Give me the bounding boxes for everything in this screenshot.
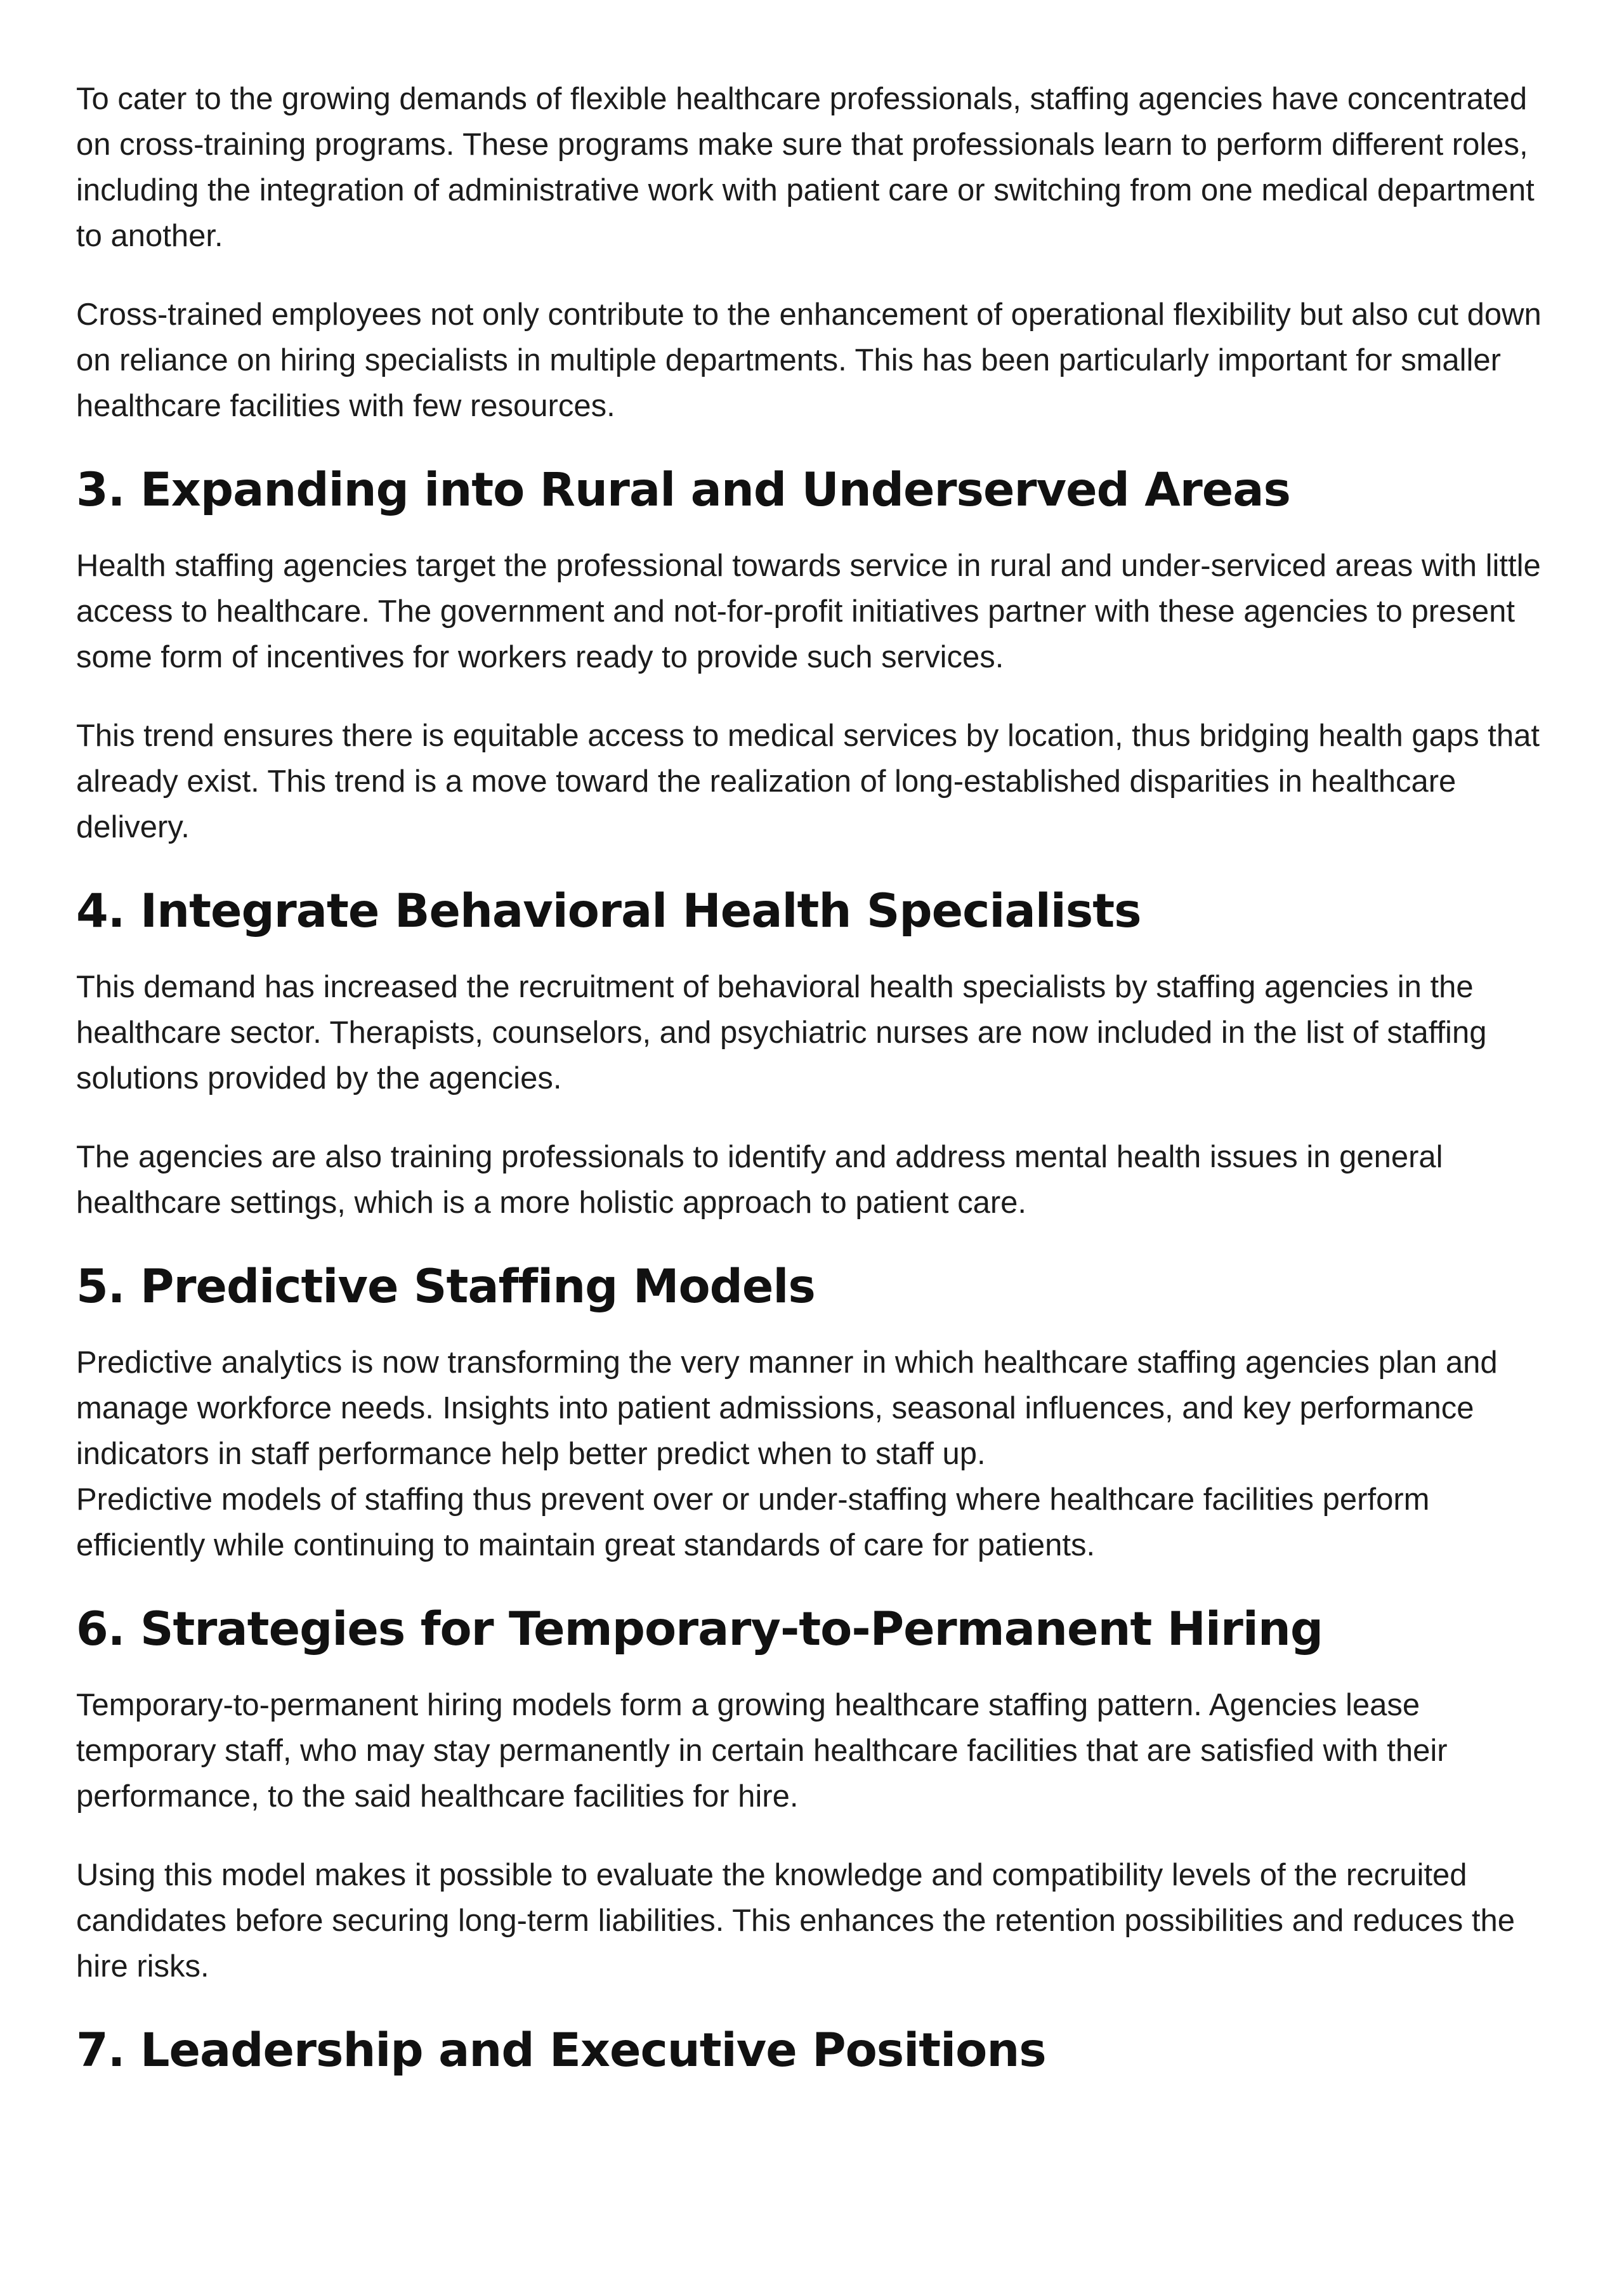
paragraph-predictive-2: Predictive models of staffing thus prevent over or under-staffing where healthcare facilities perform efficiently while continuing to maintain great standards of care for patients.: [76, 1482, 1430, 1562]
paragraph-behavioral-1: This demand has increased the recruitment of behavioral health specialists by staffing agencies in the healthcare sector. Therapists, counselors, and psychiatric nurses are now included in the list of staffing solutions provided by the agencies.: [76, 970, 1487, 1095]
section-heading-leadership: 7. Leadership and Executive Positions: [76, 2024, 1046, 2077]
document-page: [76, 76, 1567, 2103]
paragraph-temp-to-perm-1: Temporary-to-permanent hiring models form a growing healthcare staffing pattern. Agencies lease temporary staff, who may stay permanently in certain healthcare facilities that are satisfied with their performance, to the said healthcare facilities for hire.: [76, 1688, 1448, 1814]
paragraph-rural-2: This trend ensures there is equitable access to medical services by location, thus bridging health gaps that already exist. This trend is a move toward the realization of long-established disparities in healthcare delivery.: [76, 719, 1540, 844]
section-heading-rural-areas: 3. Expanding into Rural and Underserved Areas: [76, 463, 1290, 517]
paragraph-predictive-1: Predictive analytics is now transforming the very manner in which healthcare staffing agencies plan and manage workforce needs. Insights into patient admissions, seasonal influences, and key performance indicators in staff performance help better predict when to staff up.: [76, 1345, 1498, 1471]
paragraph-behavioral-2: The agencies are also training professionals to identify and address mental health issues in general healthcare settings, which is a more holistic approach to patient care.: [76, 1140, 1443, 1220]
section-heading-behavioral-health: 4. Integrate Behavioral Health Specialists: [76, 884, 1141, 938]
paragraph-cross-training: To cater to the growing demands of flexible healthcare professionals, staffing agencies have concentrated on cross-training programs. These programs make sure that professionals learn to perform different roles, including the integration of administrative work with patient care or switching from one medical department to another.: [76, 82, 1535, 253]
section-heading-temp-to-perm: 6. Strategies for Temporary-to-Permanent Hiring: [76, 1602, 1323, 1656]
paragraph-cross-trained-employees: Cross-trained employees not only contribute to the enhancement of operational flexibility but also cut down on reliance on hiring specialists in multiple departments. This has been particularly important for smaller healthcare facilities with few resources.: [76, 298, 1542, 423]
section-heading-predictive-staffing: 5. Predictive Staffing Models: [76, 1260, 815, 1314]
paragraph-rural-1: Health staffing agencies target the professional towards service in rural and under-serviced areas with little access to healthcare. The government and not-for-profit initiatives partner with these agencies to present some form of incentives for workers ready to provide such services.: [76, 549, 1541, 674]
paragraph-temp-to-perm-2: Using this model makes it possible to evaluate the knowledge and compatibility levels of the recruited candidates before securing long-term liabilities. This enhances the retention possibilities and reduces the hire risks.: [76, 1858, 1516, 1984]
